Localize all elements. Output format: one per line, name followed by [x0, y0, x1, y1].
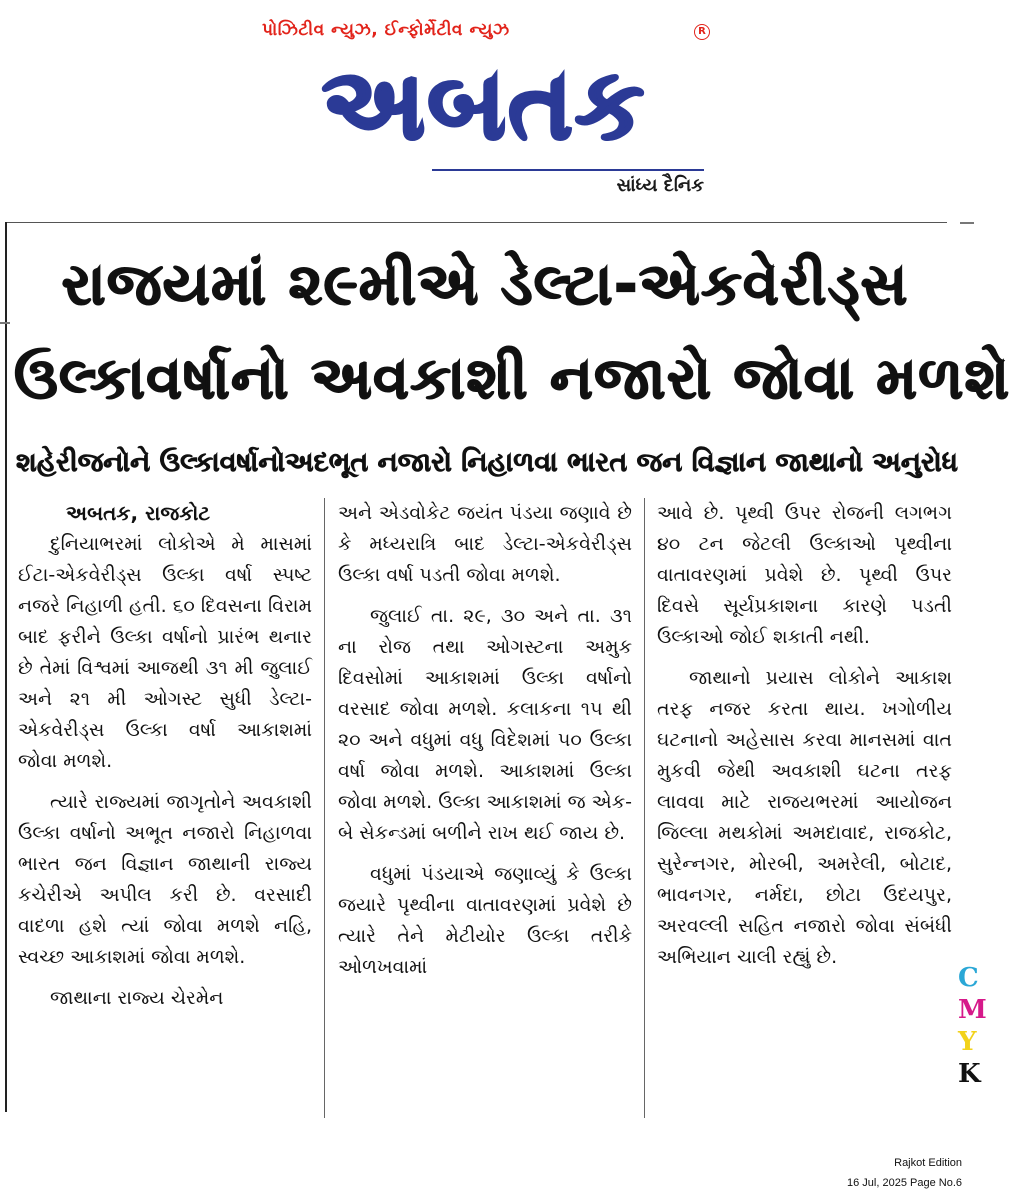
cmyk-letter-m: M: [958, 995, 987, 1025]
cmyk-letter-c: C: [958, 963, 979, 993]
edition-footer: [847, 1153, 962, 1193]
paragraph: જાથાનો પ્રયાસ લોકોને આકાશ તરફ નજર કરતા થાય. ખગોળીય ઘટનાનો અહેસાસ કરવા માનસમાં વાત મુકવી જેથી અવકાશી ઘટના તરફ લાવવા માટે રાજયભરમાં આયોજન જિલ્લા મથકોમાં અમદાવાદ, રાજકોટ, સુરેન્નગર, મોરબી, અમરેલી, બોટાદ, ભાવનગર, નર્મદા, છોટા ઉદયપુર, અરવલ્લી સહિત નજારો જોવા સંબંધી અભિયાન ચાલી રહ્યું છે.: [657, 667, 952, 968]
registered-mark: R: [694, 24, 710, 40]
article-column-1: [18, 498, 312, 1118]
logo-rule: [432, 169, 704, 171]
headline-line-2: ઉલ્કાવર્ષાનો અવકાશી નજારો જોવા મળશે: [14, 344, 1010, 412]
cmyk-print-marks: [958, 962, 987, 1090]
frame-top-rule: [5, 222, 947, 223]
column-divider: [324, 498, 325, 1118]
article-column-2: [338, 498, 632, 1118]
edition-name: Rajkot Edition: [894, 1157, 962, 1169]
paragraph: દુનિયાભરમાં લોકોએ મે માસમાં ઈટા-એકવેરીડ્સ ઉલ્કા વર્ષા સ્પષ્ટ નજરે નિહાળી હતી. ૬૦ દિવસના વિરામ બાદ ફરીને ઉલ્કા વર્ષાનો પ્રારંભ થનાર છે તેમાં વિશ્વમાં આજથી ૩૧ મી જુલાઈ અને ૨૧ મી ઓગસ્ટ સુધી ડેલ્ટા-એકવેરીડ્સ ઉલ્કા વર્ષા આકાશમાં જોવા મળશે.: [18, 533, 312, 772]
paragraph: જુલાઈ તા. ૨૯, ૩૦ અને તા. ૩૧ ના રોજ તથા ઓગસ્ટના અમુક દિવસોમાં આકાશમાં ઉલ્કા વર્ષાનો વરસાદ જોવા મળશે. કલાકના ૧૫ થી ૨૦ અને વધુમાં વધુ વિદેશમાં ૫૦ ઉલ્કા વર્ષા જોવા મળશે. આકાશમાં ઉલ્કા જોવા મળશે. ઉલ્કા આકાશમાં જ એક-બે સેકન્ડમાં બળીને રાખ થઈ જાય છે.: [338, 605, 632, 844]
edition-date-page: 16 Jul, 2025 Page No.6: [847, 1177, 962, 1189]
paragraph: આવે છે. પૃથ્વી ઉપર રોજની લગભગ ૪૦ ટન જેટલી ઉલ્કાઓ પૃથ્વીના વાતાવરણમાં પ્રવેશે છે. પૃથ્વી ઉપર દિવસે સૂર્યપ્રકાશના કારણે પડતી ઉલ્કાઓ જોઈ શકાતી નથી.: [657, 502, 952, 648]
headline-line-1: રાજયમાં ૨૯મીએ ડેલ્ટા-એકવેરીડ્સ: [61, 250, 909, 318]
masthead-sub-brand: સાંધ્ય દૈનિક: [616, 175, 704, 196]
paragraph: જાથાના રાજ્ય ચેરમેન: [50, 987, 224, 1009]
cmyk-letter-y: Y: [958, 1027, 977, 1057]
dateline: અબતક, રાજકોટ: [66, 501, 211, 525]
masthead: [0, 0, 974, 215]
frame-left-rule: [5, 222, 7, 1112]
newspaper-logo: અબતક: [321, 48, 647, 162]
paragraph: ત્યારે રાજ્યમાં જાગૃતોને અવકાશી ઉલ્કા વર્ષાનો અભૂત નજારો નિહાળવા ભારત જન વિજ્ઞાન જાથાની રાજ્ય કચેરીએ અપીલ કરી છે. વરસાદી વાદળા હશે ત્યાં જોવા મળશે નહિ, સ્વચ્છ આકાશમાં જોવા મળશે.: [18, 791, 312, 968]
cmyk-letter-k: K: [958, 1059, 981, 1089]
subheadline: શહેરીજનોને ઉલ્કાવર્ષાનોઅદભૂત નજારો નિહાળવા ભારત જન વિજ્ઞાન જાથાનો અનુરોધ: [16, 447, 958, 478]
paragraph: વધુમાં પંડયાએ જણાવ્યું કે ઉલ્કા જયારે પૃથ્વીના વાતાવરણમાં પ્રવેશે છે ત્યારે તેને મેટીયોર ઉલ્કા તરીકે ઓળખવામાં: [338, 863, 632, 978]
crop-mark: [960, 222, 974, 224]
column-divider: [644, 498, 645, 1118]
article-column-3: [657, 498, 952, 1118]
crop-mark: [0, 322, 10, 324]
paragraph: અને એડવોકેટ જયંત પંડયા જણાવે છે કે મધ્યરાત્રિ બાદ ડેલ્ટા-એકવેરીડ્સ ઉલ્કા વર્ષા પડતી જોવા મળશે.: [338, 502, 632, 586]
masthead-tagline: પોઝિટીવ ન્યુઝ, ઈન્ફોર્મેટીવ ન્યુઝ: [262, 20, 510, 40]
